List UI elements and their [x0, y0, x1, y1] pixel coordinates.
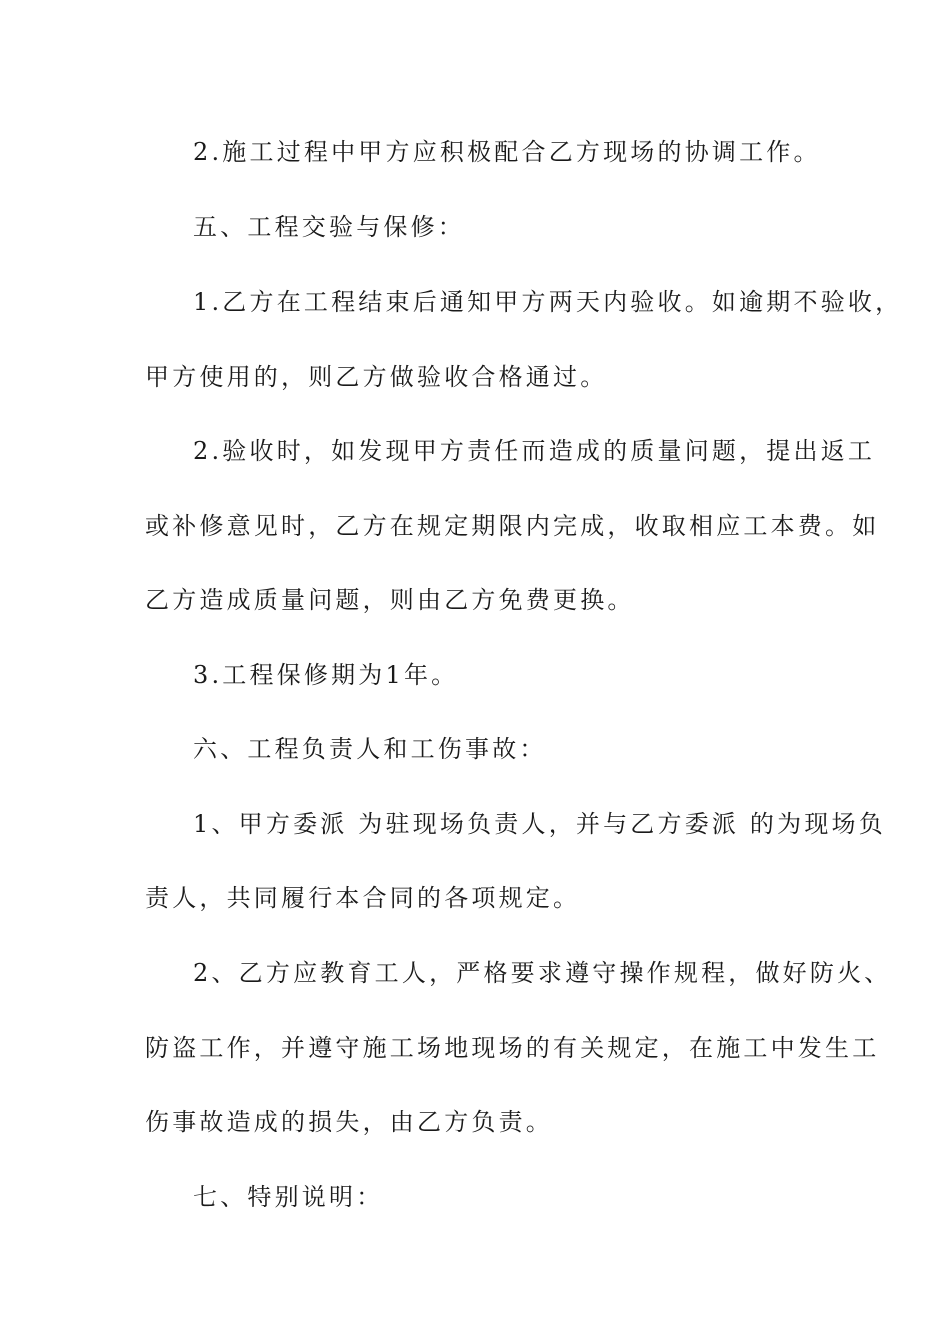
- section-7-heading: 七、特别说明：: [193, 1183, 384, 1211]
- clause-6-2-line-3: 伤事故造成的损失，由乙方负责。: [145, 1108, 553, 1136]
- clause-5-1-line-2: 甲方使用的，则乙方做验收合格通过。: [145, 363, 608, 391]
- clause-5-1-line-1: 1.乙方在工程结束后通知甲方两天内验收。如逾期不验收，: [193, 288, 903, 316]
- clause-5-3-text: 3.工程保修期为1年。: [193, 661, 459, 689]
- clause-5-2b-line-2: 或补修意见时，乙方在规定期限内完成，收取相应工本费。如: [145, 512, 880, 540]
- section-6-heading: 六、工程负责人和工伤事故：: [193, 735, 547, 763]
- clause-6-1-line-2: 责人，共同履行本合同的各项规定。: [145, 884, 581, 912]
- clause-6-2-line-2: 防盗工作，并遵守施工场地现场的有关规定，在施工中发生工: [145, 1034, 880, 1062]
- clause-5-2b-line-1: 2.验收时，如发现甲方责任而造成的质量问题，提出返工: [193, 437, 876, 465]
- clause-6-1-line-1: 1、甲方委派 为驻现场负责人，并与乙方委派 的为现场负: [193, 810, 886, 838]
- section-5-heading: 五、工程交验与保修：: [193, 213, 465, 241]
- clause-6-2-line-1: 2、乙方应教育工人，严格要求遵守操作规程，做好防火、: [193, 959, 892, 987]
- clause-5-2-text: 2.施工过程中甲方应积极配合乙方现场的协调工作。: [193, 138, 821, 166]
- clause-5-2b-line-3: 乙方造成质量问题，则由乙方免费更换。: [145, 586, 635, 614]
